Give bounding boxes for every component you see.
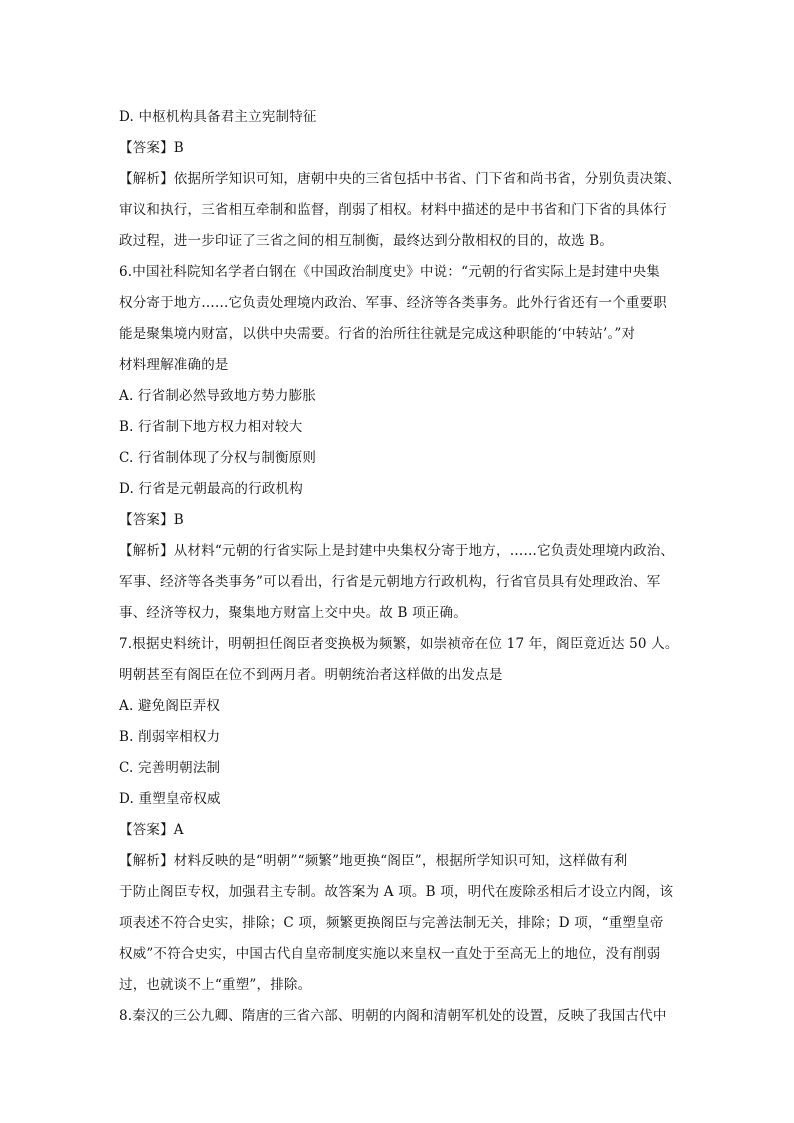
option-a-q7: A. 避免阁臣弄权: [119, 698, 221, 714]
answer-q7: 【答案】A: [119, 822, 184, 838]
question-6-line2: 权分寄于地方……它负责处理境内政治、军事、经济等各类事务。此外行省还有一个重要职: [119, 295, 667, 311]
option-c-q6: C. 行省制体现了分权与制衡原则: [119, 450, 317, 466]
analysis-q6-line3: 事、经济等权力，聚集地方财富上交中央。故 B 项正确。: [119, 605, 467, 621]
analysis-q6-line2: 军事、经济等各类事务”可以看出，行省是元朝地方行政机构，行省官员具有处理政治、军: [119, 574, 661, 590]
analysis-q5-line2: 审议和执行，三省相互牵制和监督，削弱了相权。材料中描述的是中书省和门下省的具体行: [119, 202, 667, 218]
question-7-line2: 明朝甚至有阁臣在位不到两月者。明朝统治者这样做的出发点是: [119, 667, 503, 683]
analysis-q5-line3: 政过程，进一步印证了三省之间的相互制衡，最终达到分散相权的目的，故选 B。: [119, 233, 614, 249]
analysis-q7-line5: 过，也就谈不上“重塑”，排除。: [119, 977, 312, 993]
option-c-q7: C. 完善明朝法制: [119, 760, 221, 776]
question-6-line3: 能是聚集境内财富，以供中央需要。行省的治所往往就是完成这种职能的‘中转站’。”对: [119, 326, 636, 342]
option-a-q6: A. 行省制必然导致地方势力膨胀: [119, 388, 317, 404]
question-6-line1: 6.中国社科院知名学者白钢在《中国政治制度史》中说：“元朝的行省实际上是封建中央集: [119, 264, 660, 280]
analysis-q7-line2: 于防止阁臣专权，加强君主专制。故答案为 A 项。B 项，明代在废除丞相后才设立内阁，该: [119, 884, 674, 900]
answer-q6: 【答案】B: [119, 512, 184, 528]
option-d-q5: D. 中枢机构具备君主立宪制特征: [119, 109, 317, 125]
question-8-line1: 8.秦汉的三公九卿、隋唐的三省六部、明朝的内阁和清朝军机处的设置，反映了我国古代中: [119, 1008, 667, 1024]
option-d-q6: D. 行省是元朝最高的行政机构: [119, 481, 303, 497]
option-b-q6: B. 行省制下地方权力相对较大: [119, 419, 303, 435]
question-6-line4: 材料理解准确的是: [119, 357, 229, 373]
document-body: [119, 102, 679, 1032]
analysis-q7-line1: 【解析】材料反映的是“明朝”“频繁”地更换“阁臣”，根据所学知识可知，这样做有利: [119, 853, 628, 869]
analysis-q7-line4: 权威”不符合史实，中国古代自皇帝制度实施以来皇权一直处于至高无上的地位，没有削弱: [119, 946, 661, 962]
option-b-q7: B. 削弱宰相权力: [119, 729, 221, 745]
answer-q5: 【答案】B: [119, 140, 184, 156]
analysis-q5-line1: 【解析】依据所学知识可知，唐朝中央的三省包括中书省、门下省和尚书省，分别负责决策、: [119, 171, 681, 187]
analysis-q6-line1: 【解析】从材料“元朝的行省实际上是封建中央集权分寄于地方，……它负责处理境内政治、: [119, 543, 675, 559]
question-7-line1: 7.根据史料统计，明朝担任阁臣者变换极为频繁，如崇祯帝在位 17 年，阁臣竟近达 50 人。: [119, 636, 679, 652]
option-d-q7: D. 重塑皇帝权威: [119, 791, 221, 807]
analysis-q7-line3: 项表述不符合史实，排除；C 项，频繁更换阁臣与完善法制无关，排除；D 项，“重塑皇帝: [119, 915, 664, 931]
